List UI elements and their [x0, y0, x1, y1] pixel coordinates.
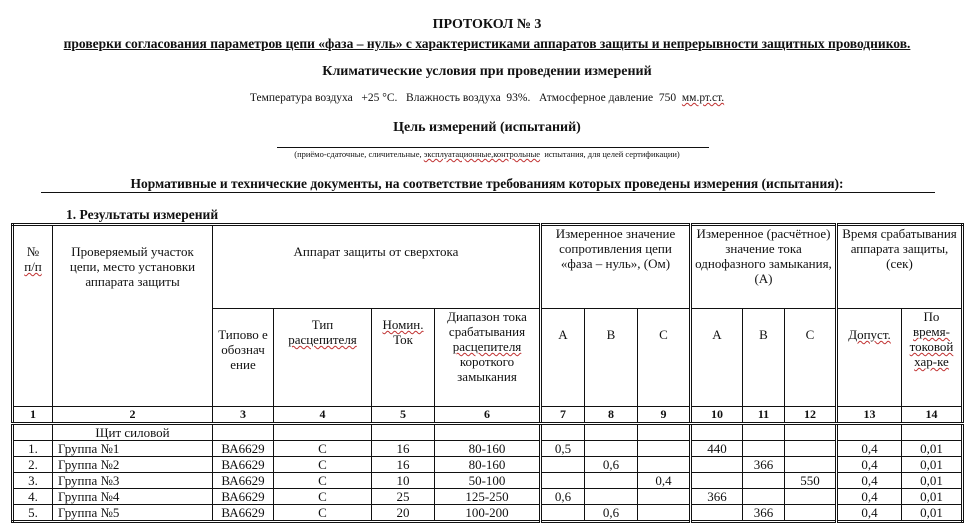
cell-empty	[372, 424, 435, 441]
resistance-b: 0,6	[585, 505, 638, 522]
header-nominal-a: Номин.	[382, 317, 424, 332]
type-designation: ВА6629	[213, 489, 274, 505]
header-resistance-group: Измеренное значение сопротивления цепи «фаза – нуль», (Ом)	[541, 225, 691, 309]
resistance-b	[585, 441, 638, 457]
time-actual: 0,01	[902, 441, 963, 457]
protocol-title: ПРОТОКОЛ № 3	[432, 17, 542, 32]
header-range-a: Диапазон тока срабатывания	[447, 309, 527, 339]
time-allowed: 0,4	[837, 489, 902, 505]
resistance-c	[638, 441, 691, 457]
cell-empty	[435, 424, 541, 441]
results-table	[11, 223, 964, 523]
cell-empty	[837, 424, 902, 441]
type-designation: ВА6629	[213, 457, 274, 473]
header-cur-c: С	[785, 309, 837, 407]
release-type: С	[274, 489, 372, 505]
header-cur-a: А	[691, 309, 743, 407]
cell-empty	[638, 424, 691, 441]
header-by-char-c: хар-ке	[914, 354, 949, 369]
trip-range: 80-160	[435, 441, 541, 457]
col-num: 8	[585, 407, 638, 424]
col-num: 4	[274, 407, 372, 424]
current-a: 440	[691, 441, 743, 457]
header-nominal-b: Ток	[393, 332, 413, 347]
current-c	[785, 505, 837, 522]
cell-empty	[585, 424, 638, 441]
header-res-c: С	[638, 309, 691, 407]
group-name: Группа №4	[53, 489, 213, 505]
header-num	[13, 225, 53, 407]
col-num: 9	[638, 407, 691, 424]
header-cur-b: В	[743, 309, 785, 407]
header-range-c: короткого замыкания	[457, 354, 517, 384]
nominal-current: 25	[372, 489, 435, 505]
current-c: 550	[785, 473, 837, 489]
goal-heading: Цель измерений (испытаний)	[393, 120, 581, 135]
pressure-unit: мм.рт.ст.	[681, 92, 725, 104]
resistance-b: 0,6	[585, 457, 638, 473]
release-type: С	[274, 473, 372, 489]
type-designation: ВА6629	[213, 505, 274, 522]
time-allowed: 0,4	[837, 505, 902, 522]
header-device-group: Аппарат защиты от сверхтока	[213, 225, 541, 309]
column-numbers-row	[13, 407, 963, 424]
header-release-type-b: расцепителя	[288, 332, 357, 347]
type-designation: ВА6629	[213, 473, 274, 489]
release-type: С	[274, 441, 372, 457]
resistance-a	[541, 457, 585, 473]
goal-note-part-3: испытания, для целей сертификации)	[544, 149, 680, 159]
trip-range: 80-160	[435, 457, 541, 473]
table-row	[13, 441, 963, 457]
group-name: Группа №5	[53, 505, 213, 522]
col-num: 11	[743, 407, 785, 424]
row-number: 2.	[13, 457, 53, 473]
current-c	[785, 489, 837, 505]
header-row-1	[13, 225, 963, 309]
header-by-characteristic	[902, 309, 963, 407]
table-row	[13, 505, 963, 522]
header-current-group: Измеренное (расчётное) значение тока однофазного замыкания, (А)	[691, 225, 837, 309]
cell-empty	[213, 424, 274, 441]
header-range-b: расцепителя	[452, 339, 522, 354]
current-a	[691, 473, 743, 489]
header-res-a: А	[541, 309, 585, 407]
protocol-subtitle-text: проверки согласования параметров цепи «фаза – нуль» с характеристиками аппаратов защиты и непрерывности защитных проводников.	[63, 36, 911, 51]
group-name: Группа №2	[53, 457, 213, 473]
current-b	[743, 489, 785, 505]
resistance-a	[541, 473, 585, 489]
header-by-char-b: время-токовой	[909, 324, 954, 354]
current-b: 366	[743, 457, 785, 473]
header-section: Проверяемый участок цепи, место установки аппарата защиты	[53, 225, 213, 407]
col-num: 13	[837, 407, 902, 424]
cell-empty	[274, 424, 372, 441]
current-a: 366	[691, 489, 743, 505]
resistance-a: 0,5	[541, 441, 585, 457]
row-number: 3.	[13, 473, 53, 489]
humidity-label: Влажность воздуха	[406, 92, 501, 104]
release-type: С	[274, 457, 372, 473]
current-b	[743, 441, 785, 457]
table-row	[13, 457, 963, 473]
current-c	[785, 457, 837, 473]
time-actual: 0,01	[902, 457, 963, 473]
col-num: 2	[53, 407, 213, 424]
norm-docs-fill-line	[41, 192, 935, 193]
goal-note-part-2: эксплуатационные,контрольные	[423, 149, 541, 159]
cell-empty	[13, 424, 53, 441]
time-actual: 0,01	[902, 489, 963, 505]
header-range	[435, 309, 541, 407]
row-number: 4.	[13, 489, 53, 505]
nominal-current: 20	[372, 505, 435, 522]
table-row	[13, 473, 963, 489]
section-row	[13, 424, 963, 441]
nominal-current: 10	[372, 473, 435, 489]
header-time-group: Время срабатывания аппарата защиты, (сек)	[837, 225, 963, 309]
resistance-c	[638, 505, 691, 522]
header-release-type-a: Тип	[311, 317, 334, 332]
group-name: Группа №3	[53, 473, 213, 489]
cell-empty	[785, 424, 837, 441]
climate-heading: Климатические условия при проведении измерений	[322, 64, 652, 79]
resistance-c: 0,4	[638, 473, 691, 489]
time-allowed: 0,4	[837, 457, 902, 473]
row-number: 1.	[13, 441, 53, 457]
results-heading: 1. Результаты измерений	[66, 207, 219, 222]
goal-note	[0, 149, 974, 159]
cell-empty	[902, 424, 963, 441]
col-num: 7	[541, 407, 585, 424]
norm-docs-heading: Нормативные и технические документы, на соответствие требованиям которых проведены измерения (испытания):	[130, 176, 844, 191]
current-c	[785, 441, 837, 457]
resistance-b	[585, 489, 638, 505]
pressure-label: Атмосферное давление	[539, 92, 654, 104]
trip-range: 50-100	[435, 473, 541, 489]
header-type-designation: Типово е обознач ение	[213, 309, 274, 407]
cell-empty	[541, 424, 585, 441]
col-num: 3	[213, 407, 274, 424]
time-actual: 0,01	[902, 473, 963, 489]
header-num-sub: п/п	[24, 259, 42, 274]
humidity-value: 93%.	[506, 92, 531, 104]
nominal-current: 16	[372, 441, 435, 457]
cell-empty	[691, 424, 743, 441]
resistance-b	[585, 473, 638, 489]
current-a	[691, 505, 743, 522]
temperature-value: +25 °С.	[361, 92, 398, 104]
header-num-symbol: №	[26, 244, 40, 259]
nominal-current: 16	[372, 457, 435, 473]
header-res-b: В	[585, 309, 638, 407]
header-nominal	[372, 309, 435, 407]
climate-conditions	[0, 92, 974, 104]
header-by-char-a: По	[923, 309, 940, 324]
goal-note-part-1: (приёмо-сдаточные, сличительные,	[294, 149, 422, 159]
col-num: 14	[902, 407, 963, 424]
col-num: 10	[691, 407, 743, 424]
section-name: Щит силовой	[53, 424, 213, 441]
pressure-value: 750	[658, 92, 677, 104]
resistance-c	[638, 489, 691, 505]
current-a	[691, 457, 743, 473]
col-num: 12	[785, 407, 837, 424]
col-num: 1	[13, 407, 53, 424]
data-rows	[13, 441, 963, 522]
header-allowed-text: Допуст.	[848, 327, 891, 342]
current-b: 366	[743, 505, 785, 522]
cell-empty	[743, 424, 785, 441]
time-allowed: 0,4	[837, 473, 902, 489]
col-num: 6	[435, 407, 541, 424]
trip-range: 125-250	[435, 489, 541, 505]
time-allowed: 0,4	[837, 441, 902, 457]
header-allowed	[837, 309, 902, 407]
header-release-type	[274, 309, 372, 407]
type-designation: ВА6629	[213, 441, 274, 457]
row-number: 5.	[13, 505, 53, 522]
current-b	[743, 473, 785, 489]
protocol-subtitle	[0, 36, 974, 52]
release-type: С	[274, 505, 372, 522]
resistance-c	[638, 457, 691, 473]
resistance-a	[541, 505, 585, 522]
col-num: 5	[372, 407, 435, 424]
table-row	[13, 489, 963, 505]
resistance-a: 0,6	[541, 489, 585, 505]
temperature-label: Температура воздуха	[249, 92, 353, 104]
time-actual: 0,01	[902, 505, 963, 522]
trip-range: 100-200	[435, 505, 541, 522]
group-name: Группа №1	[53, 441, 213, 457]
goal-fill-line	[277, 147, 709, 148]
